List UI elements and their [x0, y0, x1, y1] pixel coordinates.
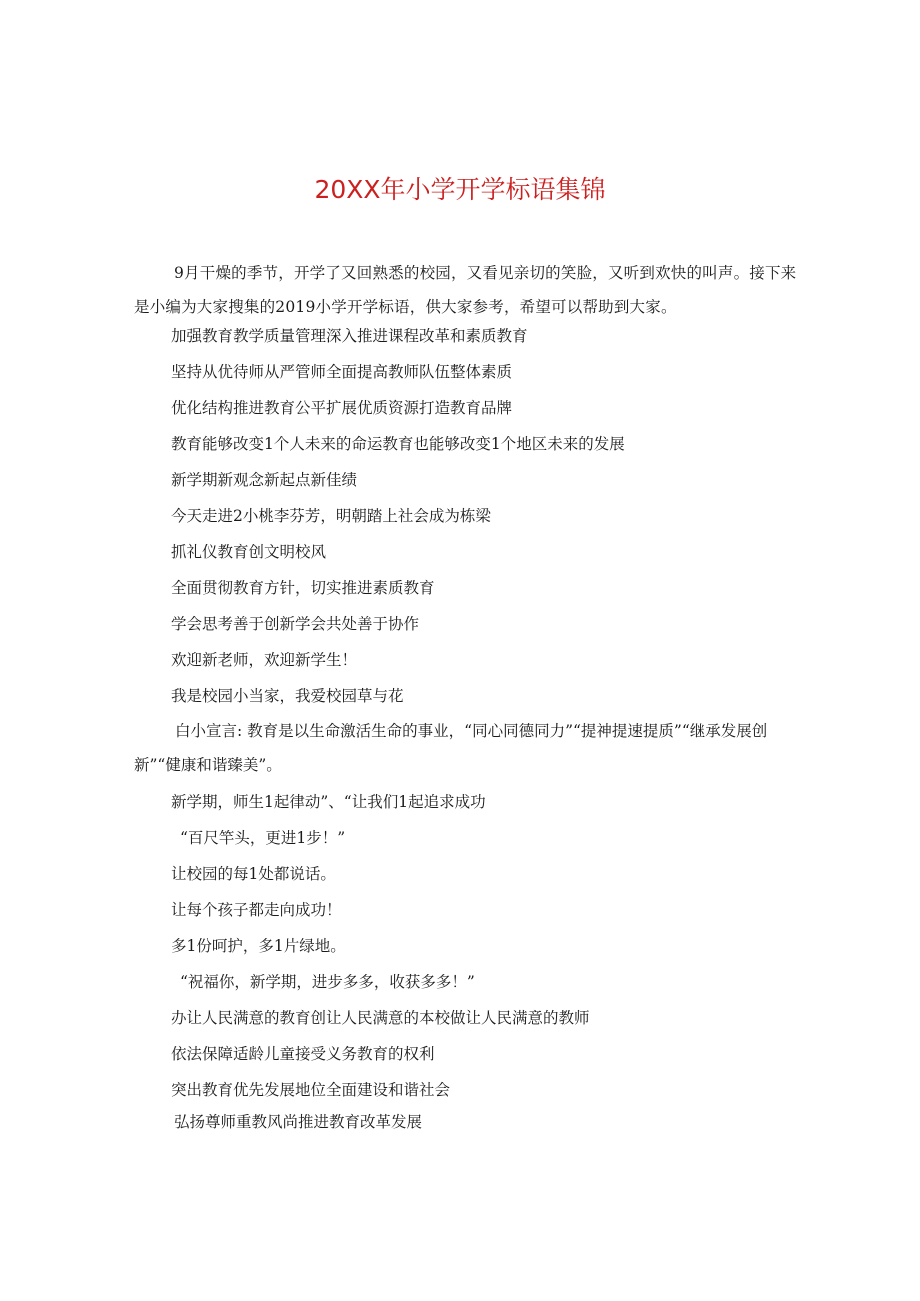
slogan-line: 依法保障适龄儿童接受义务教育的权利 [171, 1045, 435, 1063]
manifesto-paragraph: 白小宣言: 教育是以生命激活生命的事业，“同心同德同力”“提神提速提质”“继承发展创新”“健康和谐臻美”。 [134, 722, 768, 774]
slogan-line: 坚持从优待师从严管师全面提高教师队伍整体素质 [171, 363, 513, 381]
slogan-line: 我是校园小当家，我爱校园草与花 [171, 687, 404, 705]
slogan-list [134, 318, 802, 1136]
slogan-line: 抓礼仪教育创文明校风 [171, 543, 327, 561]
slogan-line: 新学期，师生1起律动”、“让我们1起追求成功 [171, 793, 486, 811]
slogan-line: 办让人民满意的教育创让人民满意的本校做让人民满意的教师 [171, 1009, 590, 1027]
slogan-line: “祝福你，新学期，进步多多，收获多多！” [180, 973, 475, 991]
slogan-line: 让每个孩子都走向成功！ [171, 901, 342, 919]
slogan-line: 今天走进2小桃李芬芳，明朝踏上社会成为栋梁 [171, 507, 491, 525]
intro-paragraph: 9月干燥的季节，开学了又回熟悉的校园，又看见亲切的笑脸，又听到欢快的叫声。接下来是小编为大家搜集的2019小学开学标语，供大家参考，希望可以帮助到大家。 [134, 264, 797, 316]
slogan-line: 欢迎新老师，欢迎新学生！ [171, 651, 358, 669]
slogan-line: 全面贯彻教育方针，切实推进素质教育 [171, 579, 435, 597]
slogan-line: 让校园的每1处都说话。 [171, 865, 336, 883]
slogan-line: “百尺竿头，更进1步！” [180, 829, 346, 847]
slogan-line: 加强教育教学质量管理深入推进课程改革和素质教育 [171, 327, 528, 345]
slogan-line: 弘扬尊师重教风尚推进教育改革发展 [174, 1113, 423, 1131]
slogan-line: 学会思考善于创新学会共处善于协作 [171, 615, 420, 633]
slogan-line: 教育能够改变1个人未来的命运教育也能够改变1个地区未来的发展 [171, 435, 625, 453]
slogan-line: 多1份呵护，多1片绿地。 [171, 937, 346, 955]
slogan-line: 新学期新观念新起点新佳绩 [171, 471, 358, 489]
slogan-line: 突出教育优先发展地位全面建设和谐社会 [171, 1081, 451, 1099]
document-title: 20XX年小学开学标语集锦 [314, 175, 606, 204]
slogan-line: 优化结构推进教育公平扩展优质资源打造教育品牌 [171, 399, 513, 417]
